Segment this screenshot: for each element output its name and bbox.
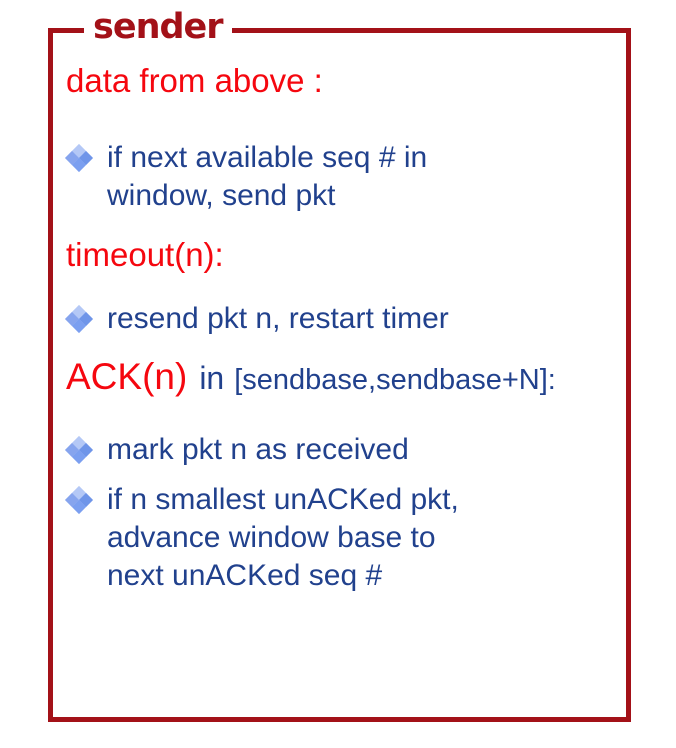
bullet-text [107, 481, 459, 595]
heading-ack [66, 356, 618, 406]
heading-data-from-above: data from above : [66, 62, 323, 99]
diamond-bullet-icon [67, 488, 91, 512]
bullet-item-mark-pkt [66, 431, 618, 469]
bullet-line: window, send pkt [107, 179, 336, 212]
diamond-bullet-icon [67, 438, 91, 462]
bullet-item-advance-window [66, 481, 618, 595]
bullet-item-resend-pkt [66, 300, 618, 338]
heading-ack-in: in [199, 360, 225, 396]
bullet-text [107, 139, 427, 215]
bullet-line: resend pkt n, restart timer [107, 302, 449, 335]
bullet-text [107, 431, 409, 469]
heading-timeout: timeout(n): [66, 236, 224, 273]
sender-box [48, 28, 631, 722]
diamond-bullet-icon [67, 146, 91, 170]
bullet-line: advance window base to [107, 521, 436, 554]
sender-box-content [53, 33, 626, 595]
heading-ack-range: [sendbase,sendbase+N]: [234, 364, 556, 396]
sender-box-title: sender [84, 5, 232, 49]
bullet-text [107, 300, 449, 338]
bullet-item-send-pkt [66, 139, 618, 215]
bullet-line: next unACKed seq # [107, 559, 383, 592]
diamond-bullet-icon [67, 307, 91, 331]
bullet-line: mark pkt n as received [107, 433, 409, 466]
bullet-line: if n smallest unACKed pkt, [107, 483, 459, 516]
heading-ack-main: ACK(n) [66, 356, 188, 397]
bullet-line: if next available seq # in [107, 141, 428, 174]
